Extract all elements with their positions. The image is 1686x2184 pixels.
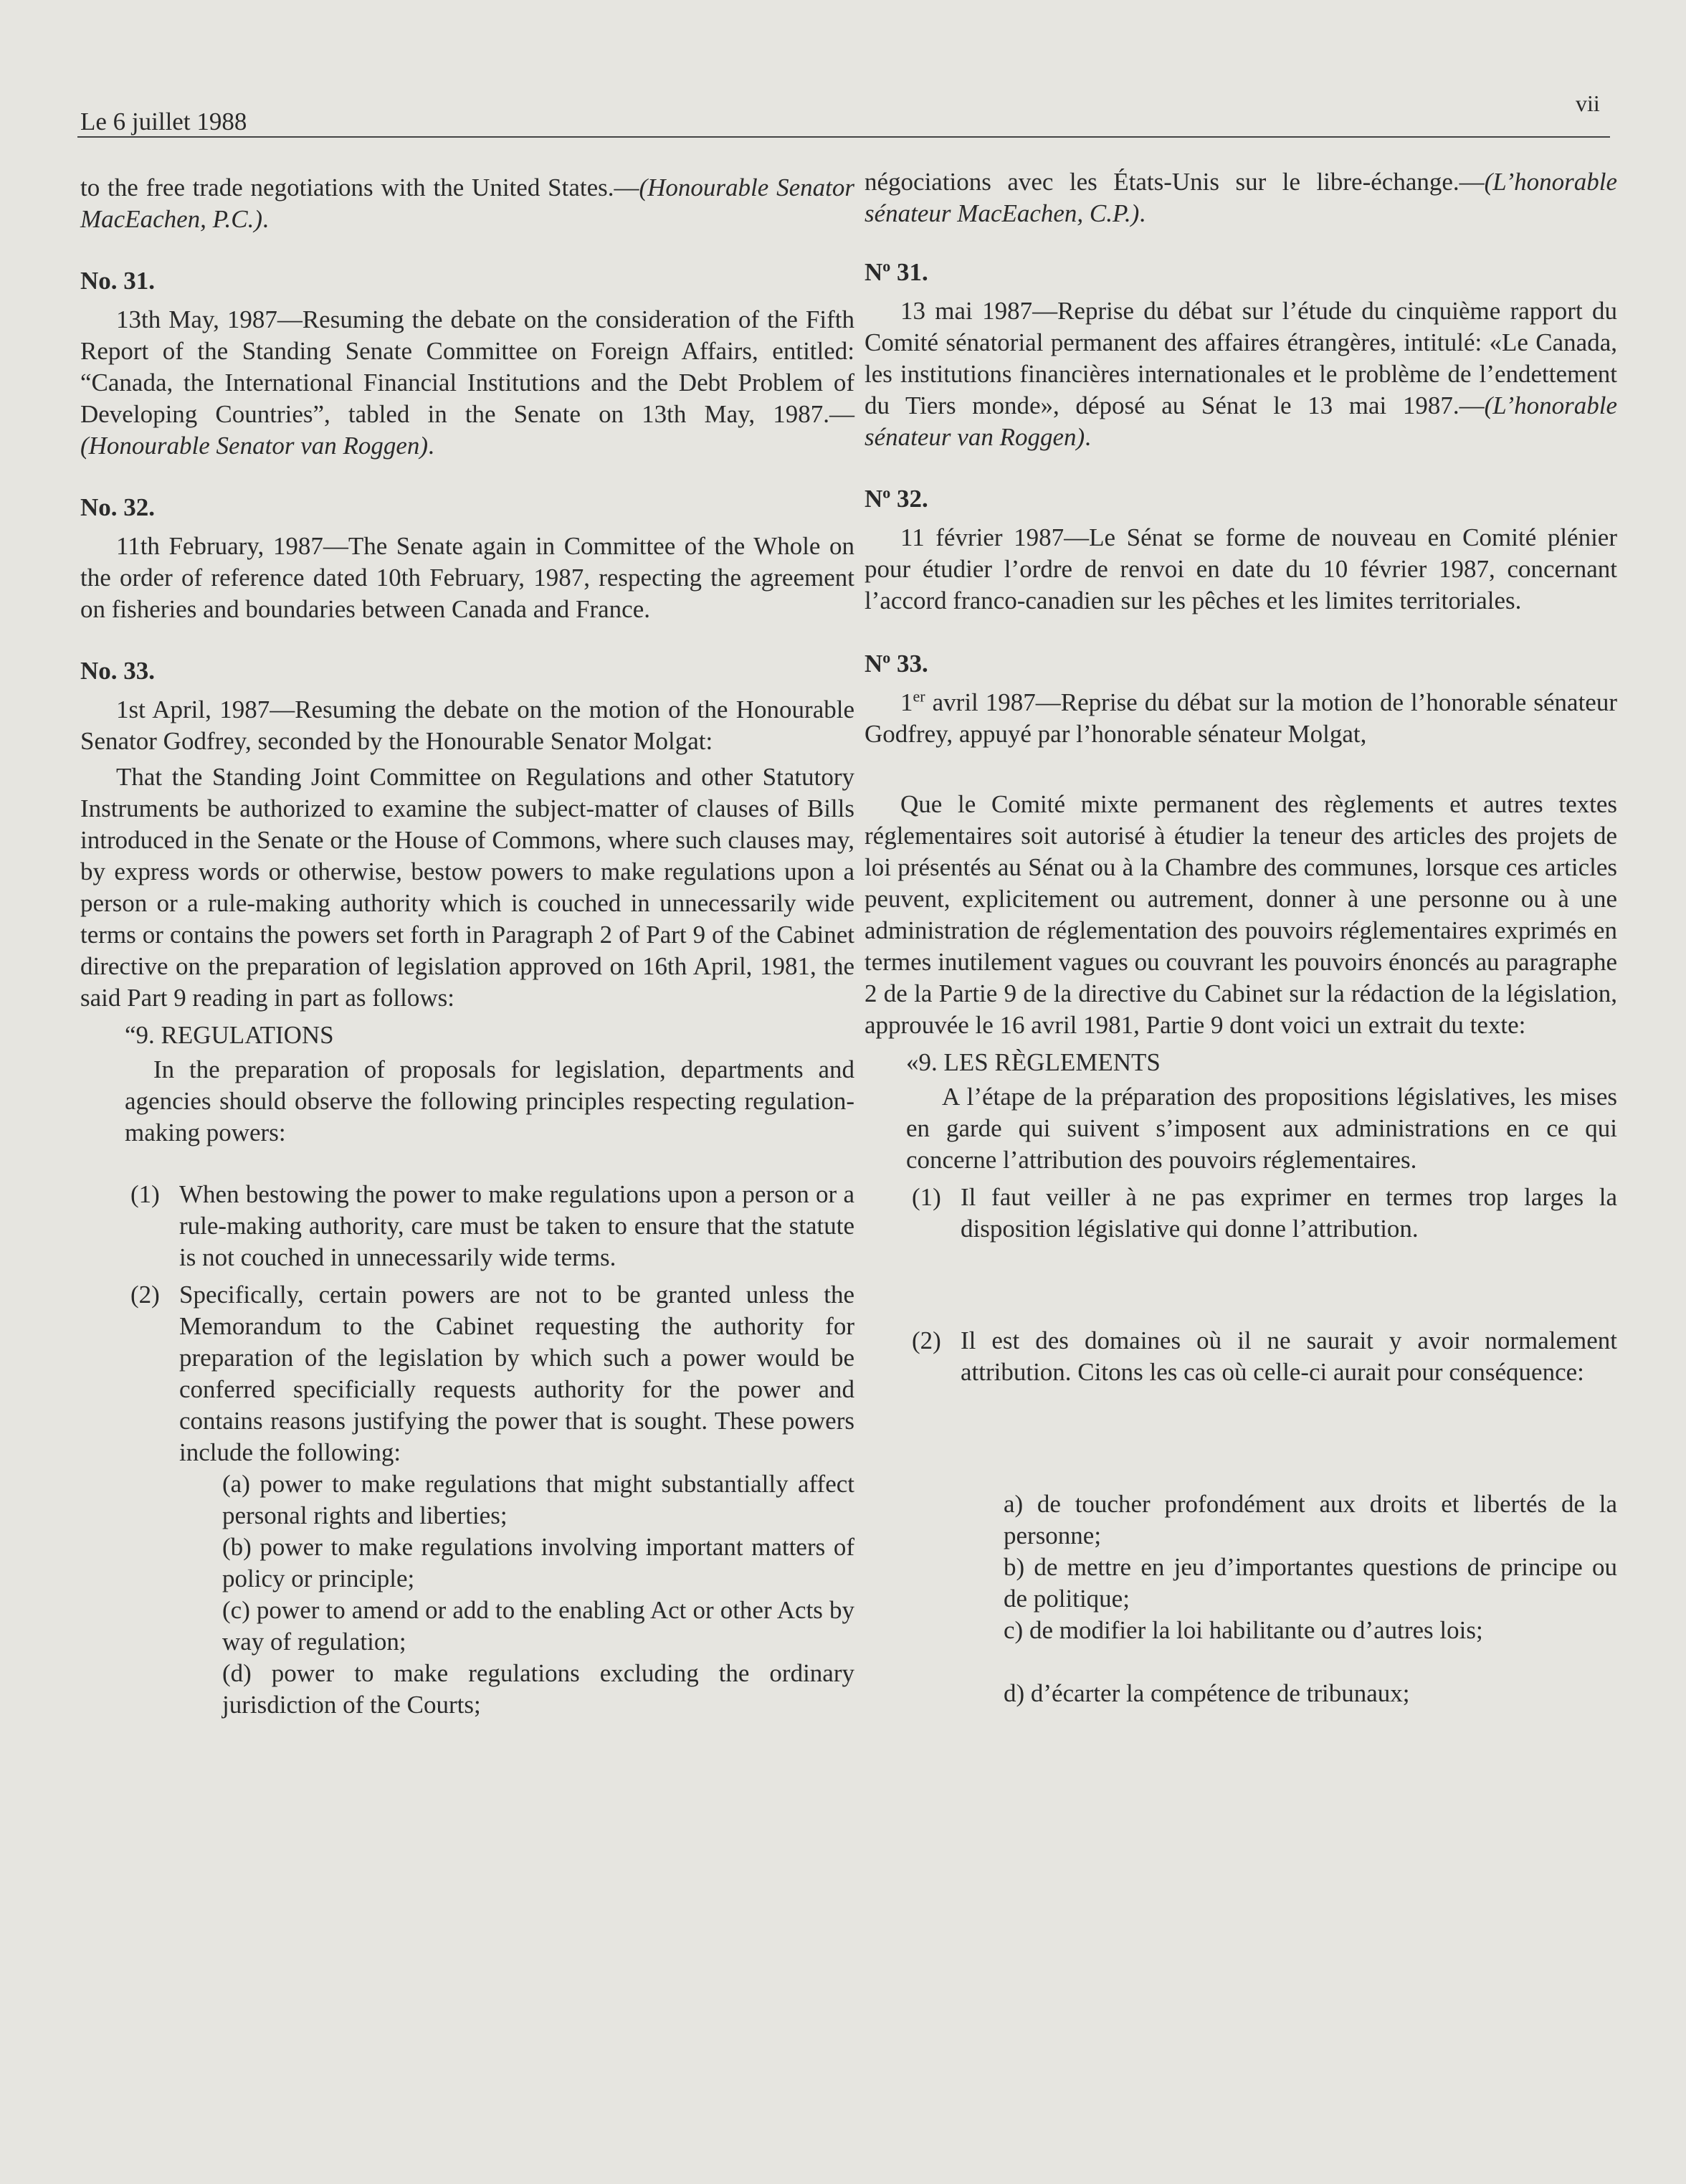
item-paragraph-32-fr: 11 février 1987—Le Sénat se forme de nouveau en Comité plénier pour étudier l’ordre de renvoi en date du 10 février 1987, concernant l’accord franco-canadien sur les pêches et les limites territoriales. [865,523,1617,614]
regulation-item-2-fr [865,1325,1617,1388]
motion-paragraph: That the Standing Joint Committee on Regulations and other Statutory Instruments be authorized to examine the subject-matter of clauses of Bills introduced in the Senate or the House of Commons, where such clauses may, by express words or otherwise, bestow powers to make regulations upon a person or a rule-making authority which is couched in unnecessarily wide terms or contains the powers set forth in Paragraph 2 of Part 9 of the Cabinet directive on the preparation of legislation approved on 16th April, 1981, the said Part 9 reading in part as follows: [80,763,854,1012]
item-paragraph-33-fr: 1er avril 1987—Reprise du débat sur la motion de l’honorable sénateur Godfrey, appuyé par l’honorable sénateur Molgat, [865,687,1617,748]
regulations-intro: In the preparation of proposals for legislation, departments and agencies should observe the following principles respecting regulation-making powers: [125,1055,854,1146]
sub-item-c: (c) power to amend or add to the enabling Act or other Acts by way of regulation; [222,1596,854,1656]
item-heading-33-fr: $N^o$ 33. [865,648,928,678]
item-heading-33: No. 33. [80,657,156,685]
regulation-item-1-fr [865,1182,1617,1245]
item-text: Il est des domaines où il ne saurait y avoir normalement attribution. Citons les cas où celle-ci aurait pour conséquence: [961,1326,1617,1386]
sub-item-a: (a) power to make regulations that might substantially affect personal rights and liberties; [222,1470,854,1529]
item-heading-31-fr: $N^o$ 31. [865,257,928,286]
item-paragraph-31-fr: 13 mai 1987—Reprise du débat sur l’étude du cinquième rapport du Comité sénatorial permanent des affaires étrangères, intitulé: «Le Canada, les institutions financières internationales et le problème de l’endettement du Tiers monde», déposé au Sénat le 13 mai 1987.—(L’honorable sénateur van Roggen). [865,297,1617,451]
regulations-title-fr: «9. LES RÈGLEMENTS [906,1048,1161,1076]
header-rule [77,136,1610,138]
item-heading-32-fr: $N^o$ 32. [865,483,928,513]
french-column [865,166,1617,1709]
sub-item-c-fr: c) de modifier la loi habilitante ou d’autres lois; [1004,1616,1483,1644]
regulations-intro-fr: A l’étape de la préparation des propositions législatives, les mises en garde qui suivent s’imposent aux administrations en ce qui concerne l’attribution des pouvoirs réglementaires. [906,1083,1617,1174]
sub-items-fr [865,1489,1617,1709]
item-number: (2) [912,1326,941,1354]
sub-item-d: (d) power to make regulations excluding the ordinary jurisdiction of the Courts; [222,1659,854,1719]
item-text: Specifically, certain powers are not to be granted unless the Memorandum to the Cabinet requesting the authority for preparation of the legislation by which such a power would be conferred specificially requests authority for the power and contains reasons justifying the power that is sought. These powers include the following: [179,1281,854,1466]
item-paragraph-33: 1st April, 1987—Resuming the debate on the motion of the Honourable Senator Godfrey, seconded by the Honourable Senator Molgat: [80,695,854,755]
sub-item-a-fr: a) de toucher profondément aux droits et libertés de la personne; [1004,1490,1617,1549]
item-number: (1) [912,1183,941,1211]
item-heading-32: No. 32. [80,493,156,521]
motion-paragraph-fr: Que le Comité mixte permanent des règlements et autres textes réglementaires soit autorisé à étudier la teneur des articles des projets de loi présentés au Sénat ou à la Chambre des communes, lorsque ces articles peuvent, explicitement ou autrement, donner à une personne ou à une administration de réglementation des pouvoirs réglementaires exprimés en termes inutilement vagues ou couvrant les pouvoirs énoncés au paragraphe 2 de la Partie 9 de la directive du Cabinet sur la rédaction de la législation, approuvée le 16 avril 1981, Partie 9 dont voici un extrait du texte: [865,790,1617,1039]
item-paragraph-32: 11th February, 1987—The Senate again in Committee of the Whole on the order of reference dated 10th February, 1987, respecting the agreement on fisheries and boundaries between Canada and France. [80,532,854,623]
item-text: Il faut veiller à ne pas exprimer en termes trop larges la disposition législative qui donne l’attribution. [961,1183,1617,1243]
english-column [80,172,854,1721]
intro-paragraph-fr: négociations avec les États-Unis sur le libre-échange.—(L’honorable sénateur MacEachen, C.P.). [865,168,1617,227]
sub-item-d-fr: d) d’écarter la compétence de tribunaux; [1004,1679,1410,1707]
item-paragraph-31: 13th May, 1987—Resuming the debate on the consideration of the Fifth Report of the Standing Senate Committee on Foreign Affairs, entitled: “Canada, the International Financial Institutions and the Debt Problem of Developing Countries”, tabled in the Senate on 13th May, 1987.—(Honourable Senator van Roggen). [80,305,854,460]
sub-item-b-fr: b) de mettre en jeu d’importantes questions de principe ou de politique; [1004,1553,1617,1613]
sub-items [80,1468,854,1721]
intro-paragraph: to the free trade negotiations with the United States.—(Honourable Senator MacEachen, P.C.). [80,174,854,233]
item-number: (1) [130,1180,160,1208]
item-heading-31: No. 31. [80,267,156,295]
regulation-item-1 [80,1179,854,1273]
regulation-item-2 [80,1279,854,1468]
item-text: When bestowing the power to make regulations upon a person or a rule-making authority, care must be taken to ensure that the statute is not couched in unnecessarily wide terms. [179,1180,854,1271]
page-number: vii [1576,90,1600,116]
sub-item-b: (b) power to make regulations involving important matters of policy or principle; [222,1533,854,1592]
regulations-title: “9. REGULATIONS [125,1021,334,1049]
item-number: (2) [130,1281,160,1309]
header-date: Le 6 juillet 1988 [80,108,247,136]
